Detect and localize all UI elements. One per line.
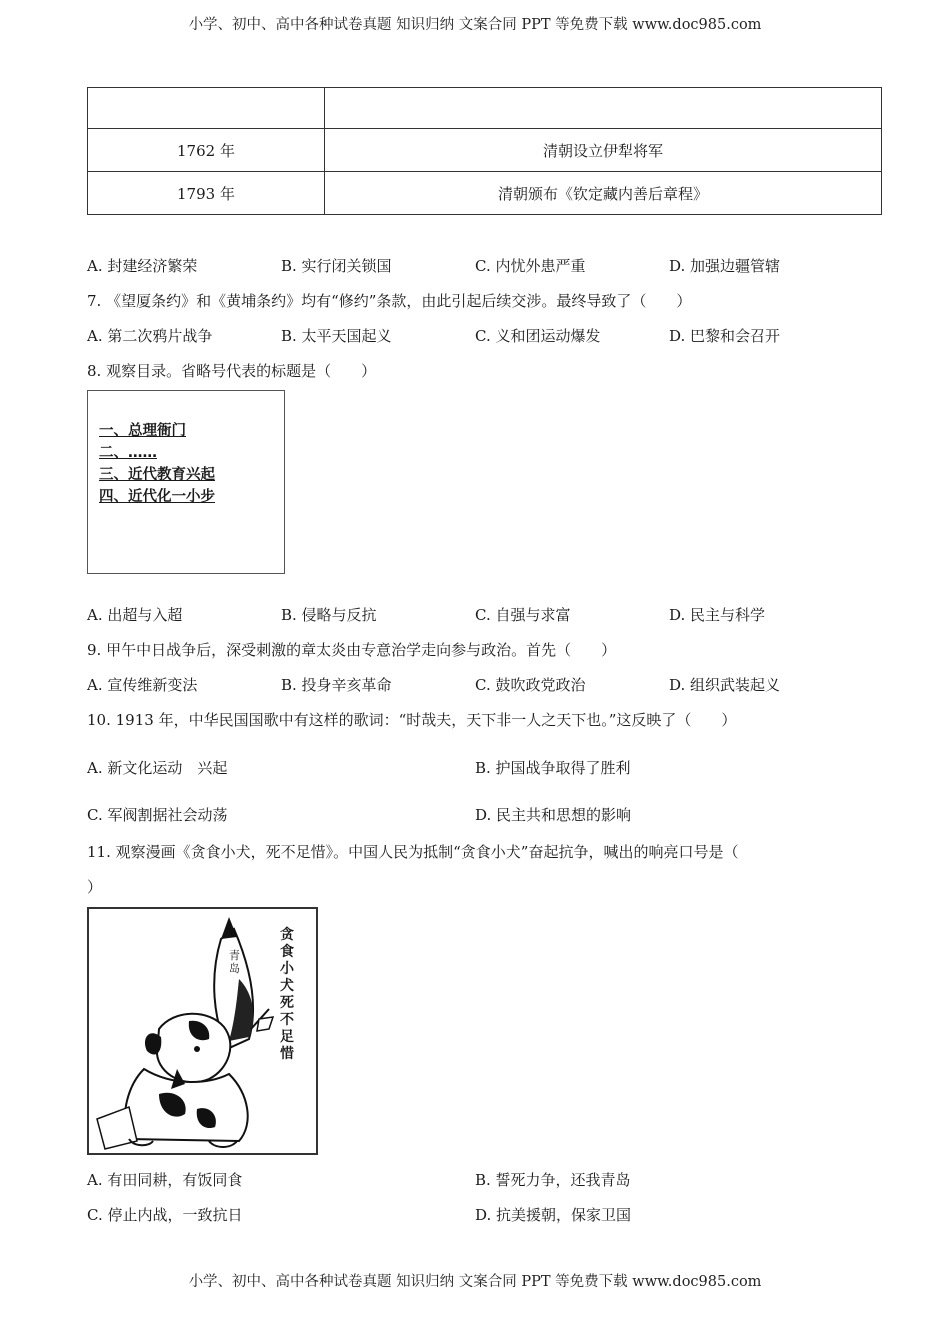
q7-option-b[interactable]: B. 太平天国起义 [281,327,392,345]
q11-option-b[interactable]: B. 誓死力争，还我青岛 [475,1171,631,1189]
q11-option-d[interactable]: D. 抗美援朝，保家卫国 [475,1206,632,1224]
timeline-table [87,87,882,215]
table-cell-year: 1762 年 [88,129,325,172]
q10-stem: 10. 1913 年，中华民国国歌中有这样的歌词：“时哉夫，天下非一人之天下也。”这反映了（ ） [87,711,737,729]
q9-option-c[interactable]: C. 鼓吹政党政治 [475,676,586,694]
q10-option-c[interactable]: C. 军阀割据社会动荡 [87,806,228,824]
q10-option-b[interactable]: B. 护国战争取得了胜利 [475,759,631,777]
table-cell-event [325,88,882,129]
q9-option-a[interactable]: A. 宣传维新变法 [87,676,198,694]
cartoon-caption: 贪食小犬死不足惜 [280,927,294,1062]
q6-option-b[interactable]: B. 实行闭关锁国 [281,257,392,275]
q7-stem: 7. 《望厦条约》和《黄埔条约》均有“修约”条款，由此引起后续交涉。最终导致了（ ） [87,292,692,310]
table-cell-event: 清朝颁布《钦定藏内善后章程》 [325,172,882,215]
toc-item: 四、近代化一小步 [99,489,215,505]
table-row [88,129,882,172]
q7-option-c[interactable]: C. 义和团运动爆发 [475,327,601,345]
table-cell-year: 1793 年 [88,172,325,215]
q7-option-a[interactable]: A. 第二次鸦片战争 [87,327,213,345]
q7-option-d[interactable]: D. 巴黎和会召开 [669,327,781,345]
q6-option-a[interactable]: A. 封建经济繁荣 [87,257,198,275]
table-of-contents-image [87,390,285,574]
cartoon-fish-label: 青岛 [229,949,240,975]
table-row [88,88,882,129]
q11-option-a[interactable]: A. 有田同耕，有饭同食 [87,1171,243,1189]
cartoon-image [87,907,318,1155]
q11-stem: 11. 观察漫画《贪食小犬，死不足惜》。中国人民为抵制“贪食小犬”奋起抗争，喊出的响亮口号是（ [87,843,739,861]
table-row [88,172,882,215]
q8-option-a[interactable]: A. 出超与入超 [87,606,183,624]
q11-stem-continued: ） [87,878,103,896]
q10-option-d[interactable]: D. 民主共和思想的影响 [475,806,632,824]
q11-option-c[interactable]: C. 停止内战，一致抗日 [87,1206,243,1224]
q8-stem: 8. 观察目录。省略号代表的标题是（ ） [87,362,377,380]
toc-item: 三、近代教育兴起 [99,467,215,483]
q10-option-a[interactable]: A. 新文化运动 兴起 [87,759,228,777]
q6-option-c[interactable]: C. 内忧外患严重 [475,257,586,275]
q6-option-d[interactable]: D. 加强边疆管辖 [669,257,781,275]
toc-item: 一、总理衙门 [99,423,186,439]
toc-item: 二、…… [99,445,157,461]
table-cell-event: 清朝设立伊犁将军 [325,129,882,172]
page-footer: 小学、初中、高中各种试卷真题 知识归纳 文案合同 PPT 等免费下载 www.doc985.com [188,1274,762,1290]
q8-option-b[interactable]: B. 侵略与反抗 [281,606,377,624]
page-header: 小学、初中、高中各种试卷真题 知识归纳 文案合同 PPT 等免费下载 www.doc985.com [188,17,762,33]
q9-option-d[interactable]: D. 组织武装起义 [669,676,781,694]
q8-option-c[interactable]: C. 自强与求富 [475,606,571,624]
q9-stem: 9. 甲午中日战争后，深受刺激的章太炎由专意治学走向参与政治。首先（ ） [87,641,617,659]
q8-option-d[interactable]: D. 民主与科学 [669,606,766,624]
q9-option-b[interactable]: B. 投身辛亥革命 [281,676,392,694]
table-cell-year [88,88,325,129]
